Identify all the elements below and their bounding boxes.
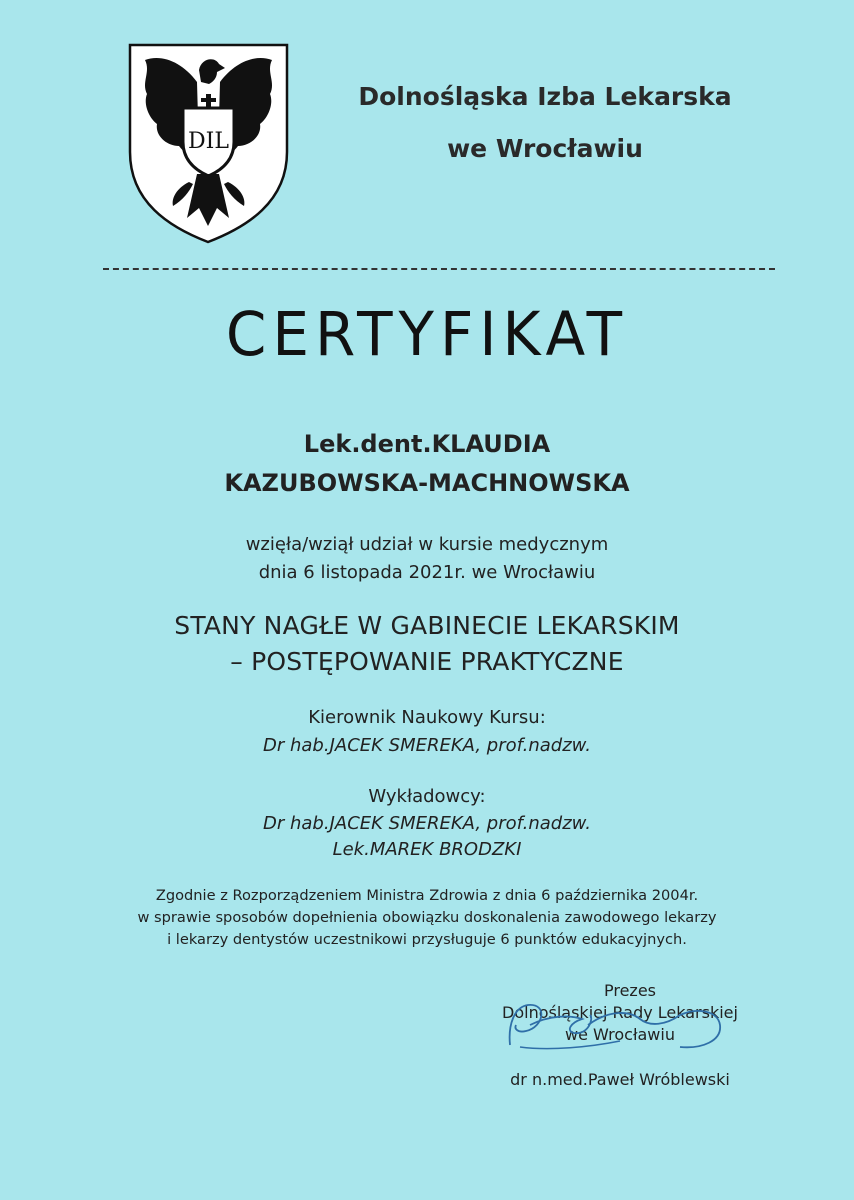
eagle-shield-crest-icon [127, 42, 290, 245]
legal-text-line3: i lekarzy dentystów uczestnikowi przysługuje 6 punktów edukacyjnych. [167, 931, 687, 948]
handwritten-signature-icon [470, 985, 760, 1075]
organization-name: Dolnośląska Izba Lekarska [358, 82, 732, 111]
director-label: Kierownik Naukowy Kursu: [308, 707, 546, 728]
course-title-line2: – POSTĘPOWANIE PRAKTYCZNE [230, 647, 624, 676]
legal-text-line1: Zgodnie z Rozporządzeniem Ministra Zdrowia z dnia 6 października 2004r. [155, 887, 699, 904]
lecturer-name: Dr hab.JACEK SMEREKA, prof.nadzw. [263, 813, 591, 834]
participation-line2: dnia 6 listopada 2021r. we Wrocławiu [258, 562, 596, 583]
signatory-city: we Wrocławiu [565, 1025, 675, 1044]
participation-line1: wzięła/wziął udział w kursie medycznym [245, 534, 609, 555]
signatory-title: Prezes [603, 981, 656, 1000]
legal-text-line2: w sprawie sposobów dopełnienia obowiązku doskonalenia zawodowego lekarzy [137, 909, 717, 926]
certificate-title: CERTYFIKAT [225, 298, 629, 370]
crest-letters: DIL [188, 129, 229, 154]
recipient-name-line2: KAZUBOWSKA-MACHNOWSKA [224, 469, 630, 497]
signatory-name: dr n.med.Paweł Wróblewski [510, 1070, 730, 1089]
signatory-council: Dolnośląskiej Rady Lekarskiej [502, 1003, 738, 1022]
lecturer-name: Lek.MAREK BRODZKI [332, 839, 522, 860]
course-title-line1: STANY NAGŁE W GABINECIE LEKARSKIM [174, 611, 680, 640]
lecturers-label: Wykładowcy: [368, 786, 486, 807]
dashed-divider [103, 268, 775, 270]
recipient-name-line1: Lek.dent.KLAUDIA [303, 430, 551, 458]
organization-city: we Wrocławiu [447, 134, 643, 163]
director-name: Dr hab.JACEK SMEREKA, prof.nadzw. [263, 735, 591, 756]
